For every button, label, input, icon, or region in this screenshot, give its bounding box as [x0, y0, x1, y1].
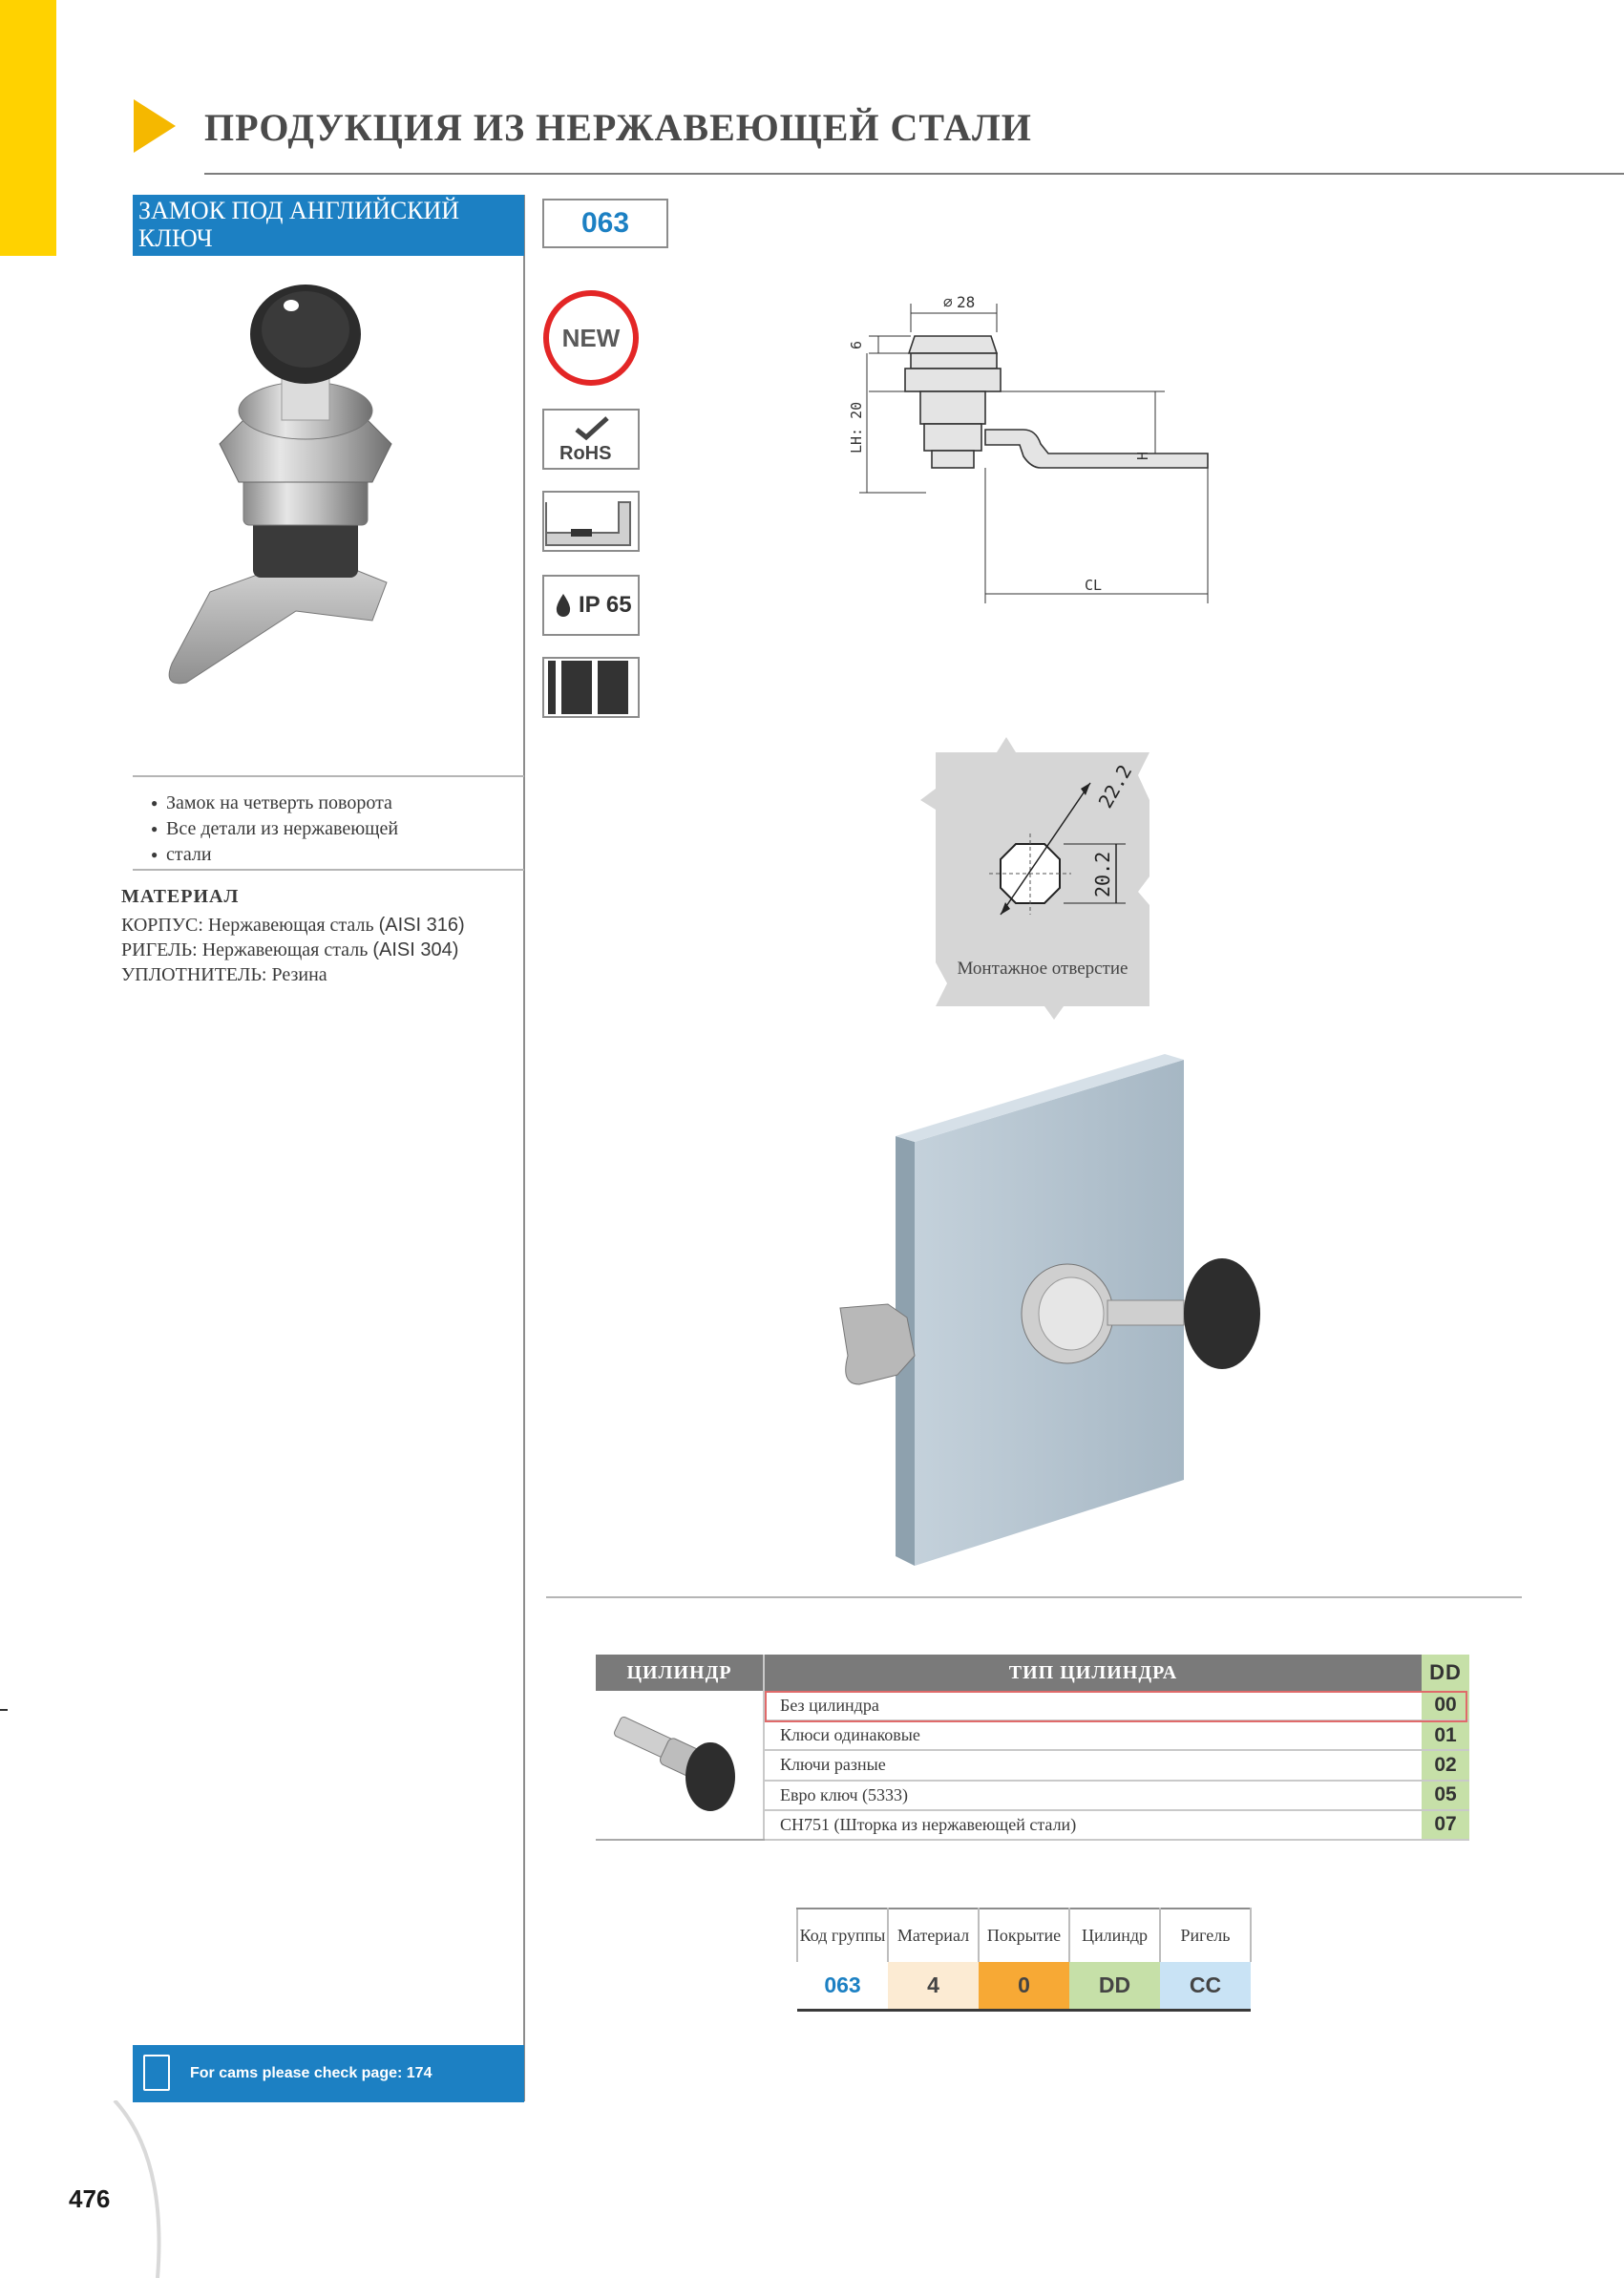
cylinder-type-code: 05 — [1422, 1781, 1469, 1810]
cylinder-type-code: 00 — [1422, 1691, 1469, 1720]
material-label: РИГЕЛЬ: — [121, 939, 198, 960]
dim-22-2: 22.2 — [1093, 760, 1137, 812]
cylinder-type-code: 07 — [1422, 1810, 1469, 1840]
material-spec: (AISI 304) — [372, 939, 459, 960]
yellow-side-bar — [0, 0, 56, 256]
material-label: УПЛОТНИТЕЛЬ: — [121, 964, 267, 985]
page-number: 476 — [69, 2184, 111, 2213]
ip-label: IP 65 — [579, 592, 632, 618]
installed-lock-illustration — [821, 1050, 1318, 1585]
product-photo — [153, 277, 468, 716]
feature-item: ● Все детали из нержавеющей — [151, 816, 514, 842]
code-value-cylinder: DD — [1069, 1962, 1160, 2010]
features-bottom-divider — [133, 869, 524, 871]
cylinder-type-label: CH751 (Шторка из нержавеющей стали) — [764, 1810, 1422, 1840]
cylinder-type-code: 01 — [1422, 1720, 1469, 1750]
section-divider — [546, 1596, 1522, 1598]
checkmark-icon — [573, 416, 611, 441]
code-header: Ригель — [1160, 1909, 1251, 1962]
dim-6: 6 — [848, 340, 865, 349]
features-top-divider — [133, 775, 524, 777]
material-line-cam — [121, 939, 458, 961]
mounting-label: Монтажное отверстие — [957, 959, 1128, 979]
new-badge: NEW — [543, 290, 639, 386]
cylinder-type-label: Без цилиндра — [764, 1691, 1422, 1720]
mounting-hole-diagram — [920, 733, 1165, 1025]
cylinder-image-cell — [596, 1691, 764, 1840]
code-value-coating: 0 — [979, 1962, 1069, 2010]
page-title: ПРОДУКЦИЯ ИЗ НЕРЖАВЕЮЩЕЙ СТАЛИ — [204, 106, 1032, 149]
header-arrow-icon — [134, 99, 176, 153]
code-header: Материал — [888, 1909, 979, 1962]
dim-lh: LH: 20 — [848, 401, 865, 453]
code-value-group: 063 — [797, 1962, 888, 2010]
rohs-label: RoHS — [559, 443, 612, 464]
code-value-cam: CC — [1160, 1962, 1251, 2010]
document-icon — [143, 2055, 170, 2091]
product-name-line1: ЗАМОК ПОД АНГЛИЙСКИЙ — [138, 197, 460, 224]
material-text: Резина — [271, 964, 327, 985]
cylinder-type-code: 02 — [1422, 1750, 1469, 1780]
code-value-material: 4 — [888, 1962, 979, 2010]
material-spec: (AISI 316) — [378, 915, 465, 936]
material-label: КОРПУС: — [121, 915, 203, 936]
dim-diameter: 28 — [957, 293, 976, 311]
ip65-badge — [542, 575, 640, 636]
dim-cl: CL — [1085, 577, 1103, 594]
technical-drawing — [840, 286, 1222, 611]
water-drop-icon — [554, 592, 573, 619]
product-code: 063 — [542, 199, 668, 248]
dim-h: H — [1134, 451, 1151, 460]
material-line-seal — [121, 964, 327, 986]
product-name-header — [133, 195, 524, 256]
material-text: Нержавеющая сталь — [207, 915, 374, 936]
col-header-dd: DD — [1422, 1655, 1469, 1691]
margin-tick — [0, 1709, 8, 1711]
cylinder-table — [596, 1655, 1469, 1841]
code-header: Цилиндр — [1069, 1909, 1160, 1962]
code-header: Код группы — [797, 1909, 888, 1962]
features-list — [151, 791, 514, 868]
cams-note: For cams please check page: 174 — [133, 2045, 524, 2102]
col-header-cylinder: ЦИЛИНДР — [596, 1655, 764, 1691]
dim-20-2: 20.2 — [1091, 851, 1114, 897]
code-header: Покрытие — [979, 1909, 1069, 1962]
cylinder-type-label: Клюси одинаковые — [764, 1720, 1422, 1750]
svg-text:⌀: ⌀ — [943, 293, 953, 311]
col-header-cylinder-type: ТИП ЦИЛИНДРА — [764, 1655, 1422, 1691]
cylinder-type-label: Евро ключ (5333) — [764, 1781, 1422, 1810]
material-title: МАТЕРИАЛ — [121, 886, 240, 907]
product-name-line2: КЛЮЧ — [138, 224, 213, 252]
material-text: Нержавеющая сталь — [201, 939, 369, 960]
stripes-icon — [542, 657, 640, 718]
left-column-divider — [523, 195, 525, 2101]
header-divider — [204, 173, 1624, 175]
panel-mount-icon — [542, 491, 640, 552]
material-line-body — [121, 915, 465, 937]
cylinder-photo — [596, 1691, 758, 1834]
selected-row-highlight — [765, 1691, 1467, 1722]
feature-item: ● Замок на четверть поворота — [151, 791, 514, 816]
ordering-code-table — [796, 1908, 1252, 2012]
rohs-badge — [542, 409, 640, 470]
feature-item: ● стали — [151, 842, 514, 868]
cylinder-type-label: Ключи разные — [764, 1750, 1422, 1780]
